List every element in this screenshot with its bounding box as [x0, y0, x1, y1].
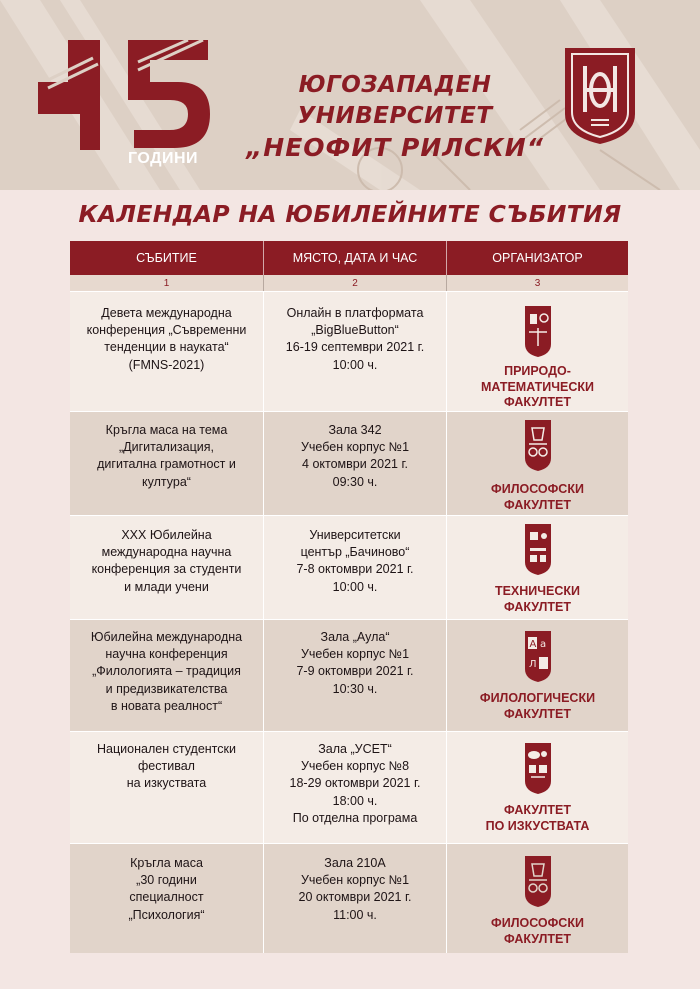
event-cell	[70, 844, 264, 953]
place-line: 09:30 ч.	[332, 474, 378, 489]
place-line: 10:00 ч.	[332, 357, 378, 372]
column-number: 1	[70, 275, 264, 291]
place-cell	[264, 732, 447, 843]
event-line: в новата реалност“	[110, 698, 223, 713]
organizer-line: ПО ИЗКУСТВАТА	[485, 818, 590, 833]
science-faculty-icon	[523, 304, 553, 358]
event-cell	[70, 292, 264, 411]
place-line: 7-9 октомври 2021 г.	[296, 664, 414, 679]
place-line: Университетски	[309, 528, 401, 542]
place-line: Учебен корпус №1	[300, 440, 410, 455]
philosophy-faculty-icon	[523, 854, 553, 908]
place-line: 4 октомври 2021 г.	[302, 457, 408, 472]
event-line: Девета международна	[101, 306, 232, 320]
event-line: международна научна	[101, 545, 232, 560]
organizer-line: ФИЛОЛОГИЧЕСКИ	[479, 691, 596, 705]
svg-text:45: 45	[38, 40, 40, 41]
university-name-line2: „НЕОФИТ РИЛСКИ“	[246, 133, 544, 162]
event-line: XXX Юбилейна	[121, 528, 212, 542]
event-line: Юбилейна международна	[90, 630, 243, 644]
place-cell	[264, 412, 447, 515]
column-header-organizer: ОРГАНИЗАТОР	[492, 251, 583, 265]
organizer-name	[486, 803, 590, 834]
event-line: на изкуствата	[126, 776, 207, 791]
place-line: Зала 210А	[324, 856, 386, 870]
event-line: култура“	[142, 474, 191, 489]
philology-faculty-icon	[523, 629, 553, 683]
place-line: 10:30 ч.	[332, 681, 378, 696]
place-line: Зала „УСЕТ“	[318, 742, 392, 756]
organizer-cell	[447, 732, 628, 843]
event-line: фестивал	[138, 759, 195, 774]
years-label: ГОДИНИ	[128, 150, 199, 167]
organizer-cell	[447, 292, 628, 411]
organizer-line: ФАКУЛТЕТ	[503, 599, 571, 614]
technical-faculty-icon	[523, 522, 553, 576]
philosophy-faculty-icon	[523, 418, 553, 472]
place-line: „BigBlueButton“	[311, 323, 399, 338]
event-line: конференция за студенти	[91, 562, 242, 577]
organizer-line: ФАКУЛТЕТ	[503, 497, 571, 512]
event-line: специалност	[129, 890, 204, 905]
place-cell	[264, 620, 447, 731]
organizer-line: ФАКУЛТЕТ	[503, 803, 571, 817]
event-cell	[70, 732, 264, 843]
event-line: научна конференция	[105, 647, 228, 662]
organizer-line: ТЕХНИЧЕСКИ	[494, 584, 581, 598]
place-cell	[264, 292, 447, 411]
university-name-line1: ЮГОЗАПАДЕН УНИВЕРСИТЕТ	[297, 72, 493, 129]
event-line: дигитална грамотност и	[97, 457, 236, 472]
place-line: Учебен корпус №8	[300, 759, 410, 774]
column-number-row	[70, 275, 628, 291]
place-cell	[264, 516, 447, 619]
event-line: Кръгла маса на тема	[105, 423, 228, 437]
table-row	[70, 291, 628, 411]
event-cell	[70, 620, 264, 731]
organizer-name	[491, 916, 584, 947]
organizer-line: ФАКУЛТЕТ	[503, 395, 571, 409]
event-line: тенденции в науката“	[104, 340, 229, 355]
column-header-place: МЯСТО, ДАТА И ЧАС	[264, 241, 447, 275]
event-line: (FMNS-2021)	[128, 357, 205, 372]
place-cell	[264, 844, 447, 953]
events-table	[70, 241, 628, 953]
event-line: Национален студентски	[97, 742, 236, 756]
anniversary-45-logo	[38, 40, 218, 150]
event-cell	[70, 412, 264, 515]
event-line: „30 години	[136, 873, 197, 888]
organizer-name	[481, 364, 594, 411]
organizer-cell	[447, 412, 628, 515]
column-number: 3	[534, 277, 541, 289]
column-number: 2	[264, 275, 447, 291]
table-row	[70, 619, 628, 731]
organizer-cell	[447, 620, 628, 731]
event-line: „Психология“	[128, 907, 205, 922]
place-line: По отделна програма	[292, 810, 418, 825]
organizer-line: ФАКУЛТЕТ	[503, 706, 571, 721]
table-row	[70, 843, 628, 953]
organizer-name	[495, 584, 580, 615]
place-line: Учебен корпус №1	[300, 873, 410, 888]
page-title: КАЛЕНДАР НА ЮБИЛЕЙНИТЕ СЪБИТИЯ	[78, 200, 622, 228]
svg-text:Л: Л	[528, 659, 537, 670]
organizer-cell	[447, 844, 628, 953]
event-cell	[70, 516, 264, 619]
place-line: 7-8 октомври 2021 г.	[296, 562, 414, 577]
university-name	[236, 70, 554, 163]
place-line: 16-19 септември 2021 г.	[285, 340, 425, 355]
organizer-line: ФИЛОСОФСКИ	[491, 916, 584, 930]
university-crest-logo	[561, 44, 639, 146]
place-line: Зала „Аула“	[320, 630, 390, 644]
organizer-line: ФАКУЛТЕТ	[503, 931, 571, 946]
table-header-row	[70, 241, 628, 275]
place-line: 18-29 октомври 2021 г.	[289, 776, 421, 791]
organizer-line: МАТЕМАТИЧЕСКИ	[481, 379, 594, 394]
table-row	[70, 411, 628, 515]
arts-faculty-icon	[523, 741, 553, 795]
place-line: 20 октомври 2021 г.	[298, 890, 412, 905]
event-line: Кръгла маса	[130, 856, 203, 870]
place-line: Зала 342	[328, 423, 382, 437]
place-line: 10:00 ч.	[332, 579, 378, 594]
place-line: 18:00 ч.	[332, 793, 378, 808]
header-banner	[0, 0, 700, 190]
event-line: конференция „Съвременни	[86, 323, 247, 338]
table-row	[70, 515, 628, 619]
organizer-line: ПРИРОДО-	[504, 364, 571, 378]
organizer-name	[480, 691, 595, 722]
svg-text:А: А	[529, 639, 536, 650]
event-line: и млади учени	[124, 579, 209, 594]
column-header-event: СЪБИТИЕ	[70, 241, 264, 275]
table-row	[70, 731, 628, 843]
event-line: и предизвикателства	[105, 681, 228, 696]
place-line: център „Бачиново“	[300, 545, 410, 560]
svg-text:a: a	[539, 639, 546, 650]
organizer-line: ФИЛОСОФСКИ	[491, 482, 584, 496]
place-line: Учебен корпус №1	[300, 647, 410, 662]
event-line: „Филологията – традиция	[92, 664, 241, 679]
organizer-name	[491, 482, 584, 513]
organizer-cell	[447, 516, 628, 619]
place-line: Онлайн в платформата	[286, 306, 424, 320]
event-line: „Дигитализация,	[118, 440, 215, 455]
place-line: 11:00 ч.	[333, 907, 377, 922]
